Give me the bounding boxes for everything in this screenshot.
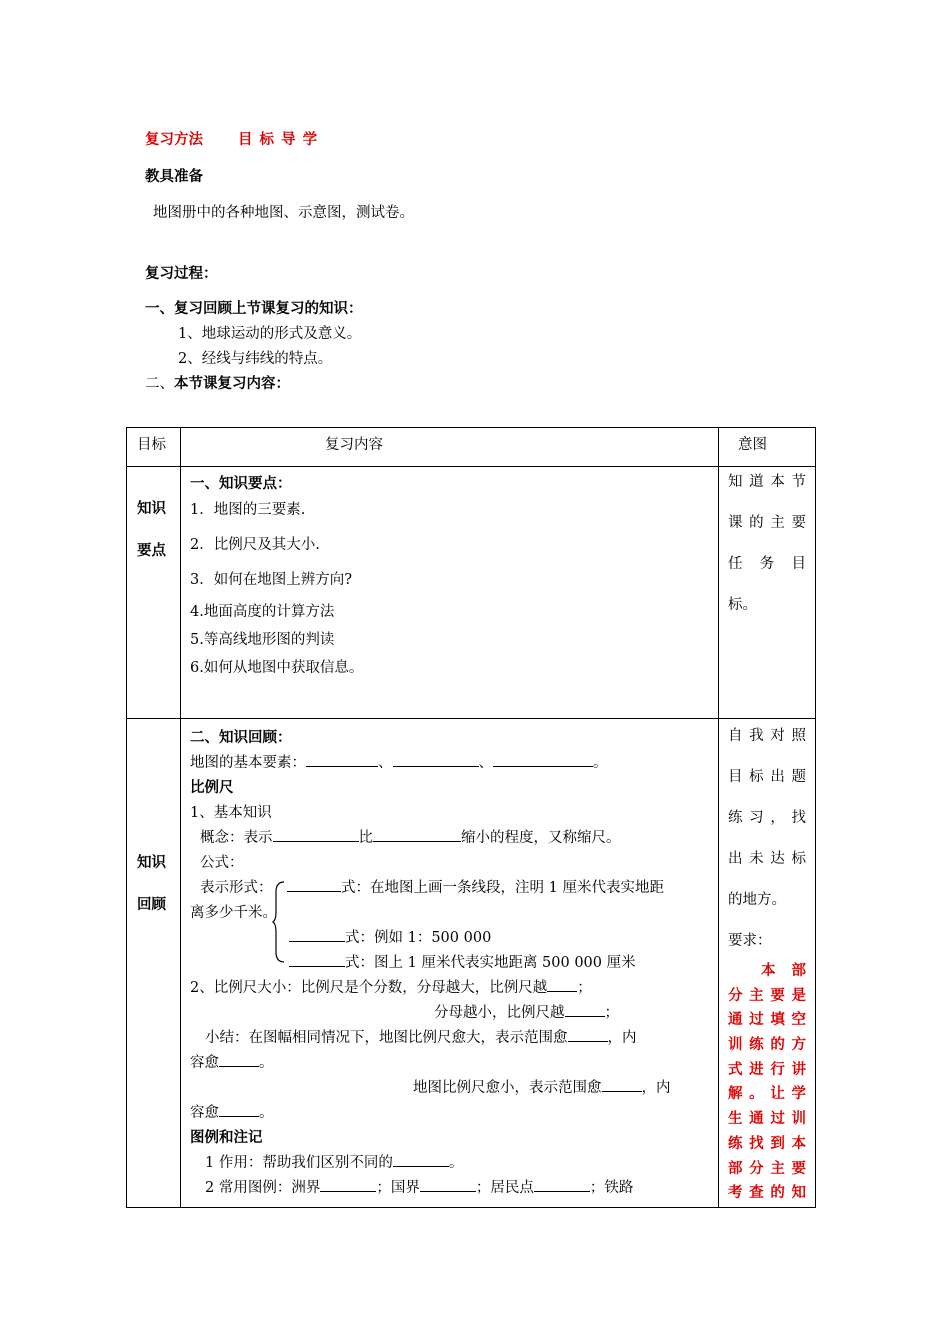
blank-field[interactable] — [287, 890, 341, 892]
blank-field[interactable] — [219, 1065, 259, 1067]
legend-use-line — [205, 1151, 463, 1172]
red-note-line: 生通过训 — [728, 1111, 806, 1128]
blank-field[interactable] — [219, 1115, 259, 1117]
blank-field[interactable] — [393, 1165, 449, 1167]
blank-field[interactable] — [393, 765, 479, 767]
row2-intent — [728, 724, 806, 929]
form2-text: 式：例如 1：500 000 — [345, 930, 492, 946]
row2-intent-line: 练习，找 — [728, 810, 806, 826]
form2-line — [289, 926, 491, 947]
section1-item: 1、地球运动的形式及意义。 — [178, 326, 362, 342]
row1-intent-line: 知道本节 — [728, 474, 806, 490]
form3-line — [289, 951, 636, 972]
row2-red-note — [728, 960, 806, 1207]
red-note-line: 部分主要 — [728, 1160, 806, 1177]
row2-intent-line: 的地方。 — [728, 892, 786, 908]
blank-field[interactable] — [547, 990, 577, 992]
blank-field[interactable] — [320, 1190, 376, 1192]
punct: ； — [604, 1005, 619, 1021]
section1-item: 2、经线与纬线的特点。 — [178, 351, 333, 367]
summary-line3 — [413, 1076, 671, 1097]
blank-field[interactable] — [289, 965, 345, 967]
form-label: 表示形式： — [200, 880, 273, 896]
row1-title: 一、知识要点： — [190, 476, 292, 492]
red-note-line: 分主要是 — [728, 987, 806, 1004]
punct: 。 — [448, 1155, 464, 1171]
blank-field[interactable] — [534, 1190, 590, 1192]
blank-field[interactable] — [493, 765, 593, 767]
row2-title: 二、知识回顾： — [190, 730, 292, 746]
red-note-line: 本 部 — [761, 963, 806, 979]
blank-field[interactable] — [306, 765, 378, 767]
summary-text: ，内 — [607, 1030, 637, 1046]
section2-title-text: 本节课复习内容： — [174, 376, 290, 392]
formula-label: 公式： — [200, 855, 244, 871]
summary-text: 容愈 — [190, 1055, 219, 1071]
red-note-line: 式进行讲 — [728, 1061, 806, 1078]
separator: 、 — [378, 755, 393, 771]
concept-line — [200, 826, 621, 847]
section2-title — [145, 372, 290, 393]
review-process-label: 复习过程： — [145, 266, 218, 282]
row1-item: 1．地图的三要素. — [190, 502, 306, 518]
blank-field[interactable] — [602, 1090, 642, 1092]
summary-text: 小结：在图幅相同情况下，地图比例尺愈大，表示范围愈 — [205, 1030, 568, 1046]
form1-line — [287, 876, 664, 897]
summary-line4 — [190, 1101, 274, 1122]
scale-size-line1 — [190, 976, 592, 997]
row1-goal-line2: 要点 — [137, 543, 166, 559]
row2-goal-line1: 知识 — [137, 855, 166, 871]
red-note-line: 考查的知 — [728, 1185, 806, 1202]
row1-intent-line: 标。 — [728, 597, 757, 613]
row1-item: 3．如何在地图上辨方向? — [190, 572, 352, 588]
separator: 、 — [478, 755, 493, 771]
summary-line1 — [205, 1026, 637, 1047]
row2-intent-line: 出未达标 — [728, 851, 806, 867]
form3-text: 式：图上 1 厘米代表实地距离 500 000 厘米 — [345, 955, 636, 971]
brace-icon — [272, 880, 286, 964]
row1-item: 5.等高线地形图的判读 — [190, 632, 335, 648]
row1-item: 2．比例尺及其大小. — [190, 537, 320, 553]
teaching-tools-text: 地图册中的各种地图、示意图，测试卷。 — [153, 205, 414, 221]
row2-intent-line: 目标出题 — [728, 769, 806, 785]
row2-intent-line: 自我对照 — [728, 728, 806, 744]
end-mark: 。 — [593, 755, 608, 771]
section1-title: 一、复习回顾上节课复习的知识： — [145, 301, 363, 317]
legend-common-text: ；国界 — [376, 1180, 420, 1196]
punct: ； — [577, 980, 592, 996]
legend-common-text: 2 常用图例：洲界 — [205, 1180, 321, 1196]
summary-text: 。 — [259, 1105, 274, 1121]
form1-text: 式：在地图上画一条线段，注明 1 厘米代表实地距 — [341, 880, 664, 896]
row1-intent — [728, 470, 806, 634]
row1-intent-line: 课的主要 — [728, 515, 806, 531]
table-header-intent: 意图 — [738, 437, 767, 453]
blank-field[interactable] — [568, 1040, 608, 1042]
map-elements-line — [190, 751, 608, 772]
table-header-goal: 目标 — [137, 437, 166, 453]
review-method-label: 复习方法 — [145, 132, 203, 148]
blank-field[interactable] — [565, 1015, 605, 1017]
legend-common-text: ；铁路 — [589, 1180, 634, 1196]
concept-text: 比 — [358, 830, 373, 846]
blank-field[interactable] — [373, 840, 461, 842]
red-note-line: 通过填空 — [728, 1012, 806, 1029]
blank-field[interactable] — [420, 1190, 476, 1192]
form1-cont: 离多少千米。 — [190, 905, 277, 921]
legend-use-text: 1 作用：帮助我们区别不同的 — [205, 1155, 393, 1171]
legend-title: 图例和注记 — [190, 1130, 263, 1146]
map-elements-label: 地图的基本要素： — [190, 755, 306, 771]
teaching-tools-label: 教具准备 — [145, 169, 203, 185]
scale-size-text: 分母越小，比例尺越 — [434, 1005, 565, 1021]
red-note-line: 训练的方 — [728, 1037, 806, 1054]
blank-field[interactable] — [289, 940, 345, 942]
blank-field[interactable] — [273, 840, 359, 842]
concept-text: 缩小的程度，又称缩尺。 — [461, 830, 621, 846]
legend-common-text: ；居民点 — [475, 1180, 534, 1196]
legend-common-line — [205, 1176, 633, 1197]
requirement-label: 要求： — [728, 933, 772, 949]
red-note-line: 练找到本 — [728, 1135, 806, 1152]
row2-goal-line2: 回顾 — [137, 897, 166, 913]
red-note-line: 解。让学 — [728, 1086, 806, 1103]
table-header-content: 复习内容 — [325, 437, 383, 453]
row1-item: 4.地面高度的计算方法 — [190, 604, 335, 620]
summary-text: ，内 — [641, 1080, 671, 1096]
section2-prefix: 二、 — [145, 376, 174, 392]
review-method-value: 目 标 导 学 — [238, 132, 319, 148]
row1-item: 6.如何从地图中获取信息。 — [190, 660, 364, 676]
summary-text: 地图比例尺愈小，表示范围愈 — [413, 1080, 602, 1096]
concept-text: 概念：表示 — [200, 830, 273, 846]
scale-size-line2 — [434, 1001, 619, 1022]
summary-text: 。 — [259, 1055, 274, 1071]
scale-size-text: 2、比例尺大小：比例尺是个分数，分母越大，比例尺越 — [190, 980, 548, 996]
basic-knowledge-title: 1、基本知识 — [190, 805, 272, 821]
summary-line2 — [190, 1051, 274, 1072]
scale-title: 比例尺 — [190, 780, 234, 796]
row1-intent-line: 任 务 目 — [728, 556, 806, 572]
summary-text: 容愈 — [190, 1105, 219, 1121]
row1-goal-line1: 知识 — [137, 501, 166, 517]
